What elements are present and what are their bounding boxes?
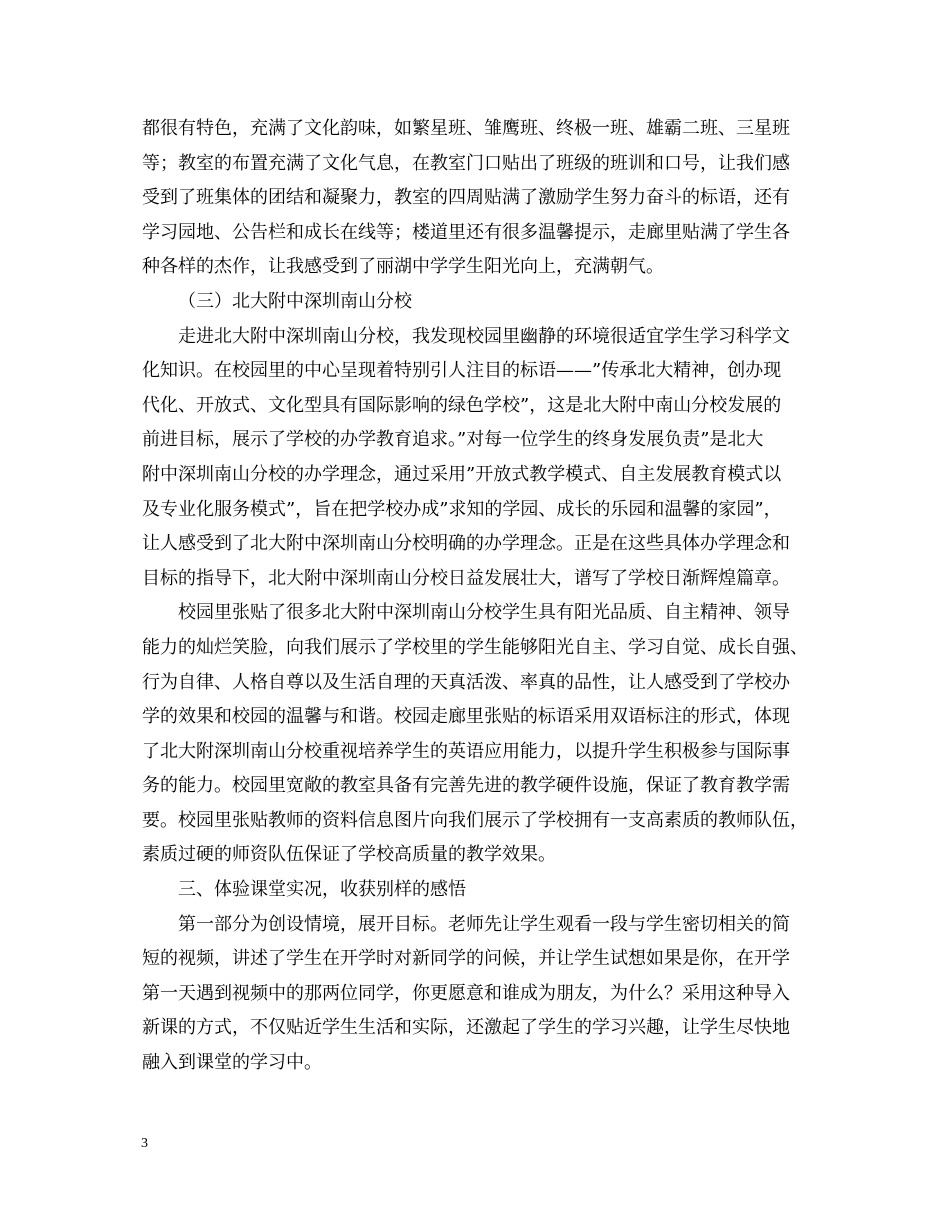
section-heading: 三、体验课堂实况，收获别样的感悟 — [178, 879, 466, 901]
text-line: 行为自律、人格自尊以及生活自理的天真活泼、率真的品性，让人感受到了学校办 — [142, 671, 790, 693]
text-line: 第一天遇到视频中的那两位同学，你更愿意和谁成为朋友，为什么？采用这种导入 — [142, 982, 790, 1004]
paragraph-start-line: 第一部分为创设情境，展开目标。老师先让学生观看一段与学生密切相关的简 — [178, 913, 790, 935]
section-heading: （三）北大附中深圳南山分校 — [178, 290, 412, 312]
text-line: 新课的方式，不仅贴近学生生活和实际，还激起了学生的学习兴趣，让学生尽快地 — [142, 1017, 790, 1039]
text-line: 等；教室的布置充满了文化气息，在教室门口贴出了班级的班训和口号，让我们感 — [142, 152, 790, 174]
text-line: 学习园地、公告栏和成长在线等；楼道里还有很多温馨提示，走廊里贴满了学生各 — [142, 221, 790, 243]
text-line: 能力的灿烂笑脸，向我们展示了学校里的学生能够阳光自主、学习自觉、成长自强、 — [142, 636, 808, 658]
paragraph-start-line: 校园里张贴了很多北大附中深圳南山分校学生具有阳光品质、自主精神、领导 — [178, 602, 790, 624]
body-text — [142, 112, 822, 1081]
text-line: 素质过硬的师资队伍保证了学校高质量的教学效果。 — [142, 844, 556, 866]
text-line: 受到了班集体的团结和凝聚力，教室的四周贴满了激励学生努力奋斗的标语，还有 — [142, 187, 790, 209]
text-line: 及专业化服务模式”，旨在把学校办成”求知的学园、成长的乐园和温馨的家园”， — [142, 498, 782, 520]
text-line: 学的效果和校园的温馨与和谐。校园走廊里张贴的标语采用双语标注的形式，体现 — [142, 706, 790, 728]
text-line: 种各样的杰作，让我感受到了丽湖中学学生阳光向上，充满朝气。 — [142, 256, 664, 278]
text-line: 融入到课堂的学习中。 — [142, 1052, 322, 1074]
text-line: 都很有特色，充满了文化韵味，如繁星班、雏鹰班、终极一班、雄霸二班、三星班 — [142, 118, 790, 139]
page-number: 3 — [141, 1136, 148, 1151]
text-line: 要。校园里张贴教师的资料信息图片向我们展示了学校拥有一支高素质的教师队伍， — [142, 809, 808, 831]
text-line: 务的能力。校园里宽敞的教室具备有完善先进的教学硬件设施，保证了教育教学需 — [142, 775, 790, 797]
text-line: 代化、开放式、文化型具有国际影响的绿色学校”，这是北大附中南山分校发展的 — [142, 394, 782, 416]
text-line: 让人感受到了北大附中深圳南山分校明确的办学理念。正是在这些具体办学理念和 — [142, 533, 790, 555]
text-line: 附中深圳南山分校的办学理念，通过采用”开放式教学模式、自主发展教育模式以 — [142, 463, 782, 485]
text-line: 目标的指导下，北大附中深圳南山分校日益发展壮大，谱写了学校日渐辉煌篇章。 — [142, 567, 790, 589]
paragraph-start-line: 走进北大附中深圳南山分校，我发现校园里幽静的环境很适宜学生学习科学文 — [178, 325, 790, 347]
text-line: 了北大附深圳南山分校重视培养学生的英语应用能力，以提升学生积极参与国际事 — [142, 740, 790, 762]
text-line: 化知识。在校园里的中心呈现着特别引人注目的标语——”传承北大精神，创办现 — [142, 360, 782, 382]
text-line: 短的视频，讲述了学生在开学时对新同学的问候，并让学生试想如果是你，在开学 — [142, 948, 790, 970]
text-line: 前进目标，展示了学校的办学教育追求。”对每一位学生的终身发展负责”是北大 — [142, 429, 764, 451]
